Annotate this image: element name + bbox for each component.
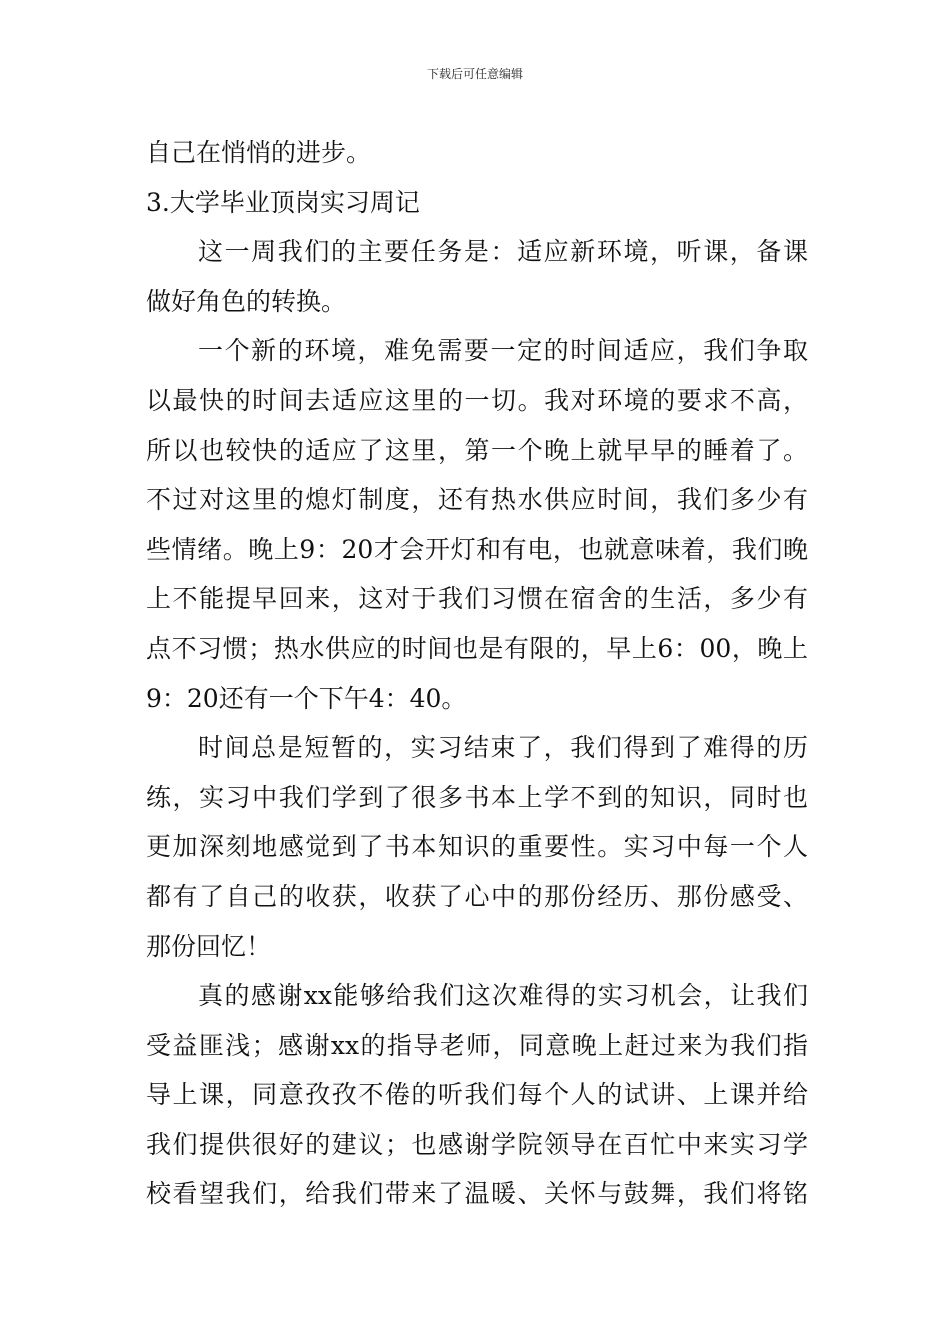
text-line: 导上课，同意孜孜不倦的听我们每个人的试讲、上课并给	[146, 1080, 808, 1110]
text-line: 所以也较快的适应了这里，第一个晚上就早早的睡着了。	[146, 435, 808, 465]
text-line: 9：20还有一个下午4：40。	[146, 683, 467, 713]
text-line: 做好角色的转换。	[146, 286, 347, 316]
text-line: 点不习惯；热水供应的时间也是有限的，早上6：00，晚上	[146, 633, 808, 663]
text-line: 一个新的环境，难免需要一定的时间适应，我们争取	[198, 336, 808, 366]
text-line: 以最快的时间去适应这里的一切。我对环境的要求不高，	[146, 385, 808, 415]
text-line: 上不能提早回来，这对于我们习惯在宿舍的生活，多少有	[146, 584, 808, 614]
text-line: 不过对这里的熄灯制度，还有热水供应时间，我们多少有	[146, 485, 808, 515]
text-line: 都有了自己的收获，收获了心中的那份经历、那份感受、	[146, 881, 808, 911]
text-line: 那份回忆！	[146, 931, 272, 961]
text-line: 这一周我们的主要任务是：适应新环境，听课，备课	[198, 237, 808, 267]
text-line: 受益匪浅；感谢xx的指导老师，同意晚上赶过来为我们指	[146, 1030, 808, 1060]
text-line: 更加深刻地感觉到了书本知识的重要性。实习中每一个人	[146, 832, 808, 862]
text-line: 3.大学毕业顶岗实习周记	[146, 187, 420, 217]
text-line: 校看望我们，给我们带来了温暖、关怀与鼓舞，我们将铭	[146, 1179, 808, 1209]
text-line: 些情绪。晚上9：20才会开灯和有电，也就意味着，我们晚	[146, 534, 808, 564]
document-body	[146, 128, 808, 1219]
page-header: 下载后可任意编辑	[426, 67, 523, 81]
text-line: 真的感谢xx能够给我们这次难得的实习机会，让我们	[198, 981, 808, 1011]
text-line: 时间总是短暂的，实习结束了，我们得到了难得的历	[198, 733, 808, 763]
text-line: 练，实习中我们学到了很多书本上学不到的知识，同时也	[146, 782, 808, 812]
text-line: 自己在悄悄的进步。	[146, 138, 372, 167]
text-line: 我们提供很好的建议；也感谢学院领导在百忙中来实习学	[146, 1129, 808, 1159]
